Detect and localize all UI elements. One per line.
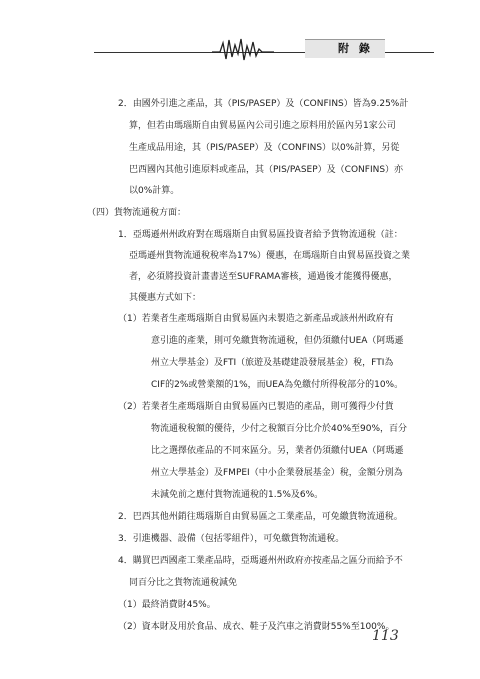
text-line: 生產成品用途，其（PIS/PASEP）及（CONFINS）以0%計算，另從: [129, 143, 400, 153]
text-line: （2）若業者生產瑪瑙斯自由貿易區內已製造的產品，則可獲得少付貨: [118, 402, 394, 412]
text-line: 州立大學基金）及FTI（旅遊及基礎建設發展基金）稅，FTI為: [151, 358, 394, 368]
text-line: 其優惠方式如下：: [129, 293, 202, 303]
text-line: 比之選擇依產品的不同來區分。另，業者仍須繳付UEA（阿瑪遜: [151, 446, 404, 456]
text-line: 未減免前之應付貨物流通稅的1.5%及6%。: [151, 490, 324, 500]
text-line: 同百分比之貨物流通稅減免: [129, 578, 238, 588]
text-line: 2．巴西其他州銷往瑪瑙斯自由貿易區之工業產品，可免繳貨物流通稅。: [118, 512, 403, 522]
text-line: 1．亞瑪遜州州政府對在瑪瑙斯自由貿易區投資者給予貨物流通稅（註：: [118, 230, 403, 240]
section-label: 附 錄: [338, 42, 373, 55]
text-line: 意引進的產業，則可免繳貨物流通稅，但仍須繳付UEA（阿瑪遜: [151, 336, 404, 346]
text-line: 物流通稅稅額的優待，少付之稅額百分比介於40%至90%，百分: [151, 424, 408, 434]
text-line: （1）若業者生產瑪瑙斯自由貿易區內未製造之新產品或該州州政府有: [118, 314, 394, 324]
text-line: （2）資本財及用於食品、成衣、鞋子及汽車之消費財55%至100%。: [118, 622, 395, 632]
text-line: 2．由國外引進之產品，其（PIS/PASEP）及（CONFINS）皆為9.25%計: [118, 99, 409, 109]
section-heading: （四）貨物流通稅方面：: [87, 208, 187, 218]
text-line: 者，必須將投資計畫書送至SUFRAMA審核，通過後才能獲得優惠，: [129, 272, 398, 282]
text-line: 以0%計算。: [129, 186, 180, 196]
text-line: 亞瑪遜州貨物流通稅稅率為17%）優惠，在瑪瑙斯自由貿易區投資之業: [129, 251, 411, 261]
text-line: 巴西國內其他引進原料或產品，其（PIS/PASEP）及（CONFINS）亦: [129, 165, 404, 175]
text-line: （1）最終消費財45%。: [118, 600, 216, 610]
text-line: 4．購買巴西國產工業產品時，亞瑪遜州州政府亦按產品之區分而給予不: [118, 556, 403, 566]
text-line: 算，但若由瑪瑙斯自由貿易區內公司引進之原料用於區內另1家公司: [129, 121, 396, 131]
text-line: CIF的2%或營業額的1%，而UEA為免繳付所得稅部分的10%。: [151, 380, 404, 390]
text-line: 州立大學基金）及FMPEI（中小企業發展基金）稅，金額分別為: [151, 468, 403, 478]
page-number: 113: [372, 628, 399, 644]
text-line: 3．引進機器、設備（包括零組件），可免繳貨物流通稅。: [118, 534, 345, 544]
